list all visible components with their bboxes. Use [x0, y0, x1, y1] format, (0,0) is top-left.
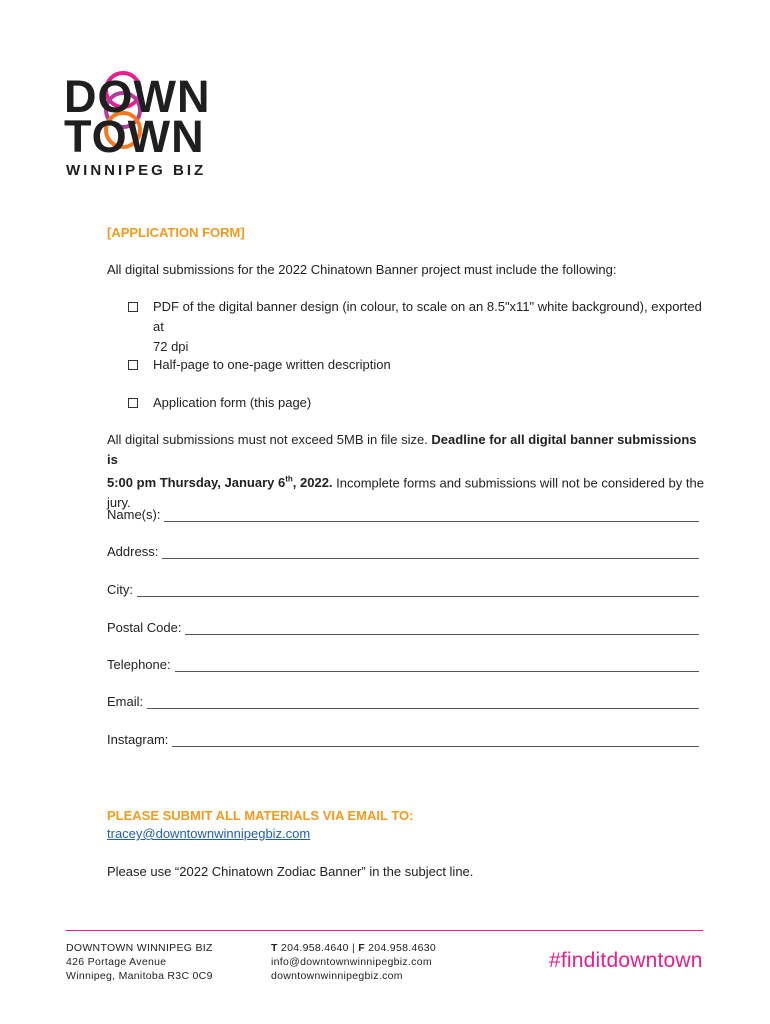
input-line[interactable]: [164, 509, 699, 522]
form-heading: [APPLICATION FORM]: [107, 225, 245, 240]
hashtag-finditdowntown: #finditdowntown: [549, 949, 703, 972]
deadline-tail: Incomplete forms and submissions will not be considered by the jury.: [107, 475, 704, 511]
intro-text: All digital submissions for the 2022 Chinatown Banner project must include the following:: [107, 262, 617, 277]
field-label: Postal Code:: [107, 620, 182, 635]
size-note: All digital submissions must not exceed 5MB in file size.: [107, 432, 432, 447]
subject-line-note: Please use “2022 Chinatown Zodiac Banner” in the subject line.: [107, 864, 474, 879]
logo-subtitle: WINNIPEG BIZ: [66, 162, 207, 179]
input-line[interactable]: [147, 696, 699, 709]
field-label: Telephone:: [107, 657, 171, 672]
input-line[interactable]: [137, 584, 699, 597]
footer-address-line-1: 426 Portage Avenue: [66, 956, 167, 968]
checkbox[interactable]: [128, 302, 138, 312]
field-label: Email:: [107, 694, 144, 709]
logo-line-1: DOWN: [64, 71, 211, 122]
footer-email[interactable]: info@downtownwinnipegbiz.com: [271, 956, 432, 968]
field-label: City:: [107, 582, 133, 597]
footer-contact: [271, 941, 436, 983]
submit-heading: PLEASE SUBMIT ALL MATERIALS VIA EMAIL TO:: [107, 808, 414, 823]
field-label: Instagram:: [107, 732, 169, 747]
field-postal-code[interactable]: [107, 620, 699, 635]
input-line[interactable]: [175, 659, 699, 672]
field-city[interactable]: [107, 582, 699, 597]
logo-line-2: TOWN: [64, 111, 205, 162]
footer-org: DOWNTOWN WINNIPEG BIZ: [66, 942, 213, 954]
input-line[interactable]: [172, 734, 699, 747]
field-telephone[interactable]: [107, 657, 699, 672]
checklist-item-label: PDF of the digital banner design (in colour, to scale on an 8.5"x11" white background), exported at: [153, 299, 702, 334]
field-label: Name(s):: [107, 507, 161, 522]
field-email[interactable]: [107, 694, 699, 709]
input-line[interactable]: [162, 546, 699, 559]
footer-address: [66, 941, 213, 983]
footer-phone-line: T 204.958.4640 | F 204.958.4630: [271, 942, 437, 954]
deadline-sup: th: [285, 475, 293, 484]
field-instagram[interactable]: [107, 732, 699, 747]
checklist-item-label: Half-page to one-page written description: [153, 357, 391, 372]
checkbox[interactable]: [128, 398, 138, 408]
checklist-item-description: [128, 355, 391, 375]
checklist-item-label: Application form (this page): [153, 395, 312, 410]
checklist-item-pdf: [128, 297, 713, 357]
checklist-item-application: [128, 393, 311, 413]
checkbox[interactable]: [128, 360, 138, 370]
deadline-year: , 2022.: [292, 475, 333, 491]
deadline-bold: Deadline for all digital banner submissions is: [107, 432, 697, 467]
input-line[interactable]: [185, 622, 699, 635]
field-label: Address:: [107, 544, 159, 559]
deadline-paragraph: [107, 430, 707, 513]
downtown-winnipeg-biz-logo: [64, 66, 234, 181]
deadline-date: 5:00 pm Thursday, January 6: [107, 475, 286, 491]
field-names[interactable]: [107, 507, 699, 522]
field-address[interactable]: [107, 544, 699, 559]
submit-email-link[interactable]: tracey@downtownwinnipegbiz.com: [107, 826, 311, 841]
footer-address-line-2: Winnipeg, Manitoba R3C 0C9: [66, 970, 213, 982]
footer-website[interactable]: downtownwinnipegbiz.com: [271, 970, 403, 982]
checklist-item-label-cont: 72 dpi: [153, 339, 189, 354]
footer-divider: [66, 930, 703, 931]
